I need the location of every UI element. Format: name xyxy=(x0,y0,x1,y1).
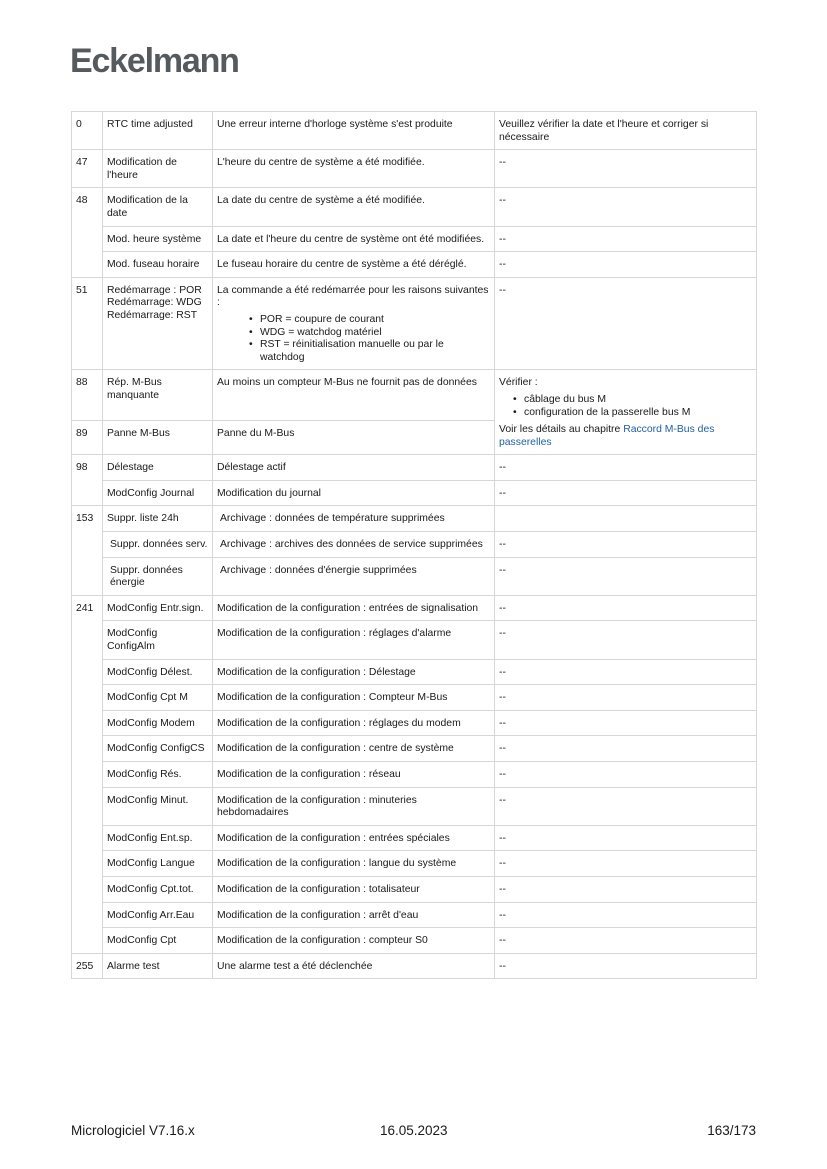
action-cell: -- xyxy=(495,710,757,736)
footer-firmware-version: Micrologiciel V7.16.x xyxy=(71,1123,195,1138)
name-cell: ModConfig Modem xyxy=(103,710,213,736)
code-cell: 89 xyxy=(72,421,103,455)
eckelmann-logo: Eckelmann xyxy=(70,42,239,80)
description-cell: La date et l'heure du centre de système ont été modifiées. xyxy=(213,226,495,252)
description-cell: Modification de la configuration : centre de système xyxy=(213,736,495,762)
action-cell: -- xyxy=(495,825,757,851)
table-row xyxy=(72,532,757,558)
table-row xyxy=(72,851,757,877)
name-cell: ModConfig Cpt.tot. xyxy=(103,876,213,902)
name-cell: ModConfig Arr.Eau xyxy=(103,902,213,928)
description-cell: La date du centre de système a été modifiée. xyxy=(213,188,495,226)
description-cell: Modification de la configuration : minuteries hebdomadaires xyxy=(213,787,495,825)
table-row xyxy=(72,370,757,421)
name-cell: ModConfig Cpt xyxy=(103,928,213,954)
description-cell: Modification de la configuration : réglages d'alarme xyxy=(213,621,495,659)
description-cell: Panne du M-Bus xyxy=(213,421,495,455)
action-cell: -- xyxy=(495,532,757,558)
description-cell xyxy=(213,277,495,370)
name-cell: Modification de l'heure xyxy=(103,150,213,188)
action-cell: -- xyxy=(495,851,757,877)
name-cell: ModConfig ConfigAlm xyxy=(103,621,213,659)
table-row xyxy=(72,480,757,506)
list-item: • configuration de la passerelle bus M xyxy=(499,407,752,420)
code-cell: 241 xyxy=(72,595,103,953)
action-cell xyxy=(495,506,757,532)
action-cell: -- xyxy=(495,455,757,481)
description-cell: Modification de la configuration : arrêt d'eau xyxy=(213,902,495,928)
code-cell: 0 xyxy=(72,112,103,150)
table-row xyxy=(72,455,757,481)
list-item: • câblage du bus M xyxy=(499,394,752,407)
name-cell: Panne M-Bus xyxy=(103,421,213,455)
name-cell: RTC time adjusted xyxy=(103,112,213,150)
description-cell: Modification de la configuration : réglages du modem xyxy=(213,710,495,736)
action-cell: Veuillez vérifier la date et l'heure et corriger si nécessaire xyxy=(495,112,757,150)
name-cell: Mod. fuseau horaire xyxy=(103,252,213,278)
action-intro: Vérifier : xyxy=(499,377,538,389)
description-cell: Modification du journal xyxy=(213,480,495,506)
action-cell: -- xyxy=(495,953,757,979)
table-row xyxy=(72,736,757,762)
code-cell: 255 xyxy=(72,953,103,979)
action-cell: -- xyxy=(495,480,757,506)
description-cell: Modification de la configuration : totalisateur xyxy=(213,876,495,902)
name-cell: ModConfig Minut. xyxy=(103,787,213,825)
footer-page-number: 163/173 xyxy=(707,1123,756,1138)
table-row xyxy=(72,150,757,188)
action-cell: -- xyxy=(495,277,757,370)
action-cell: -- xyxy=(495,659,757,685)
table-row xyxy=(72,787,757,825)
name-cell: Délestage xyxy=(103,455,213,481)
description-cell: Au moins un compteur M-Bus ne fournit pas de données xyxy=(213,370,495,421)
name-cell: ModConfig Rés. xyxy=(103,762,213,788)
table-row xyxy=(72,621,757,659)
name-line: Redémarrage: RST xyxy=(107,309,198,321)
description-cell: Délestage actif xyxy=(213,455,495,481)
list-item: • RST = réinitialisation manuelle ou par le watchdog xyxy=(217,339,490,364)
table-row xyxy=(72,902,757,928)
table-row xyxy=(72,252,757,278)
description-cell: Modification de la configuration : Compteur M-Bus xyxy=(213,685,495,711)
description-cell: Une alarme test a été déclenchée xyxy=(213,953,495,979)
check-list xyxy=(499,394,752,419)
code-cell: 153 xyxy=(72,506,103,595)
name-cell: ModConfig Délest. xyxy=(103,659,213,685)
name-cell: ModConfig Ent.sp. xyxy=(103,825,213,851)
name-cell: Suppr. données énergie xyxy=(103,557,213,595)
table-row xyxy=(72,685,757,711)
action-cell: -- xyxy=(495,928,757,954)
name-cell: ModConfig Entr.sign. xyxy=(103,595,213,621)
name-cell: Suppr. données serv. xyxy=(103,532,213,558)
name-cell: Modification de la date xyxy=(103,188,213,226)
description-cell: Le fuseau horaire du centre de système a été déréglé. xyxy=(213,252,495,278)
description-cell: Modification de la configuration : entrées de signalisation xyxy=(213,595,495,621)
action-cell: -- xyxy=(495,621,757,659)
table-row xyxy=(72,188,757,226)
action-cell: -- xyxy=(495,736,757,762)
action-cell: -- xyxy=(495,188,757,226)
table-row xyxy=(72,277,757,370)
description-intro: La commande a été redémarrée pour les raisons suivantes : xyxy=(217,284,489,309)
name-cell: Suppr. liste 24h xyxy=(103,506,213,532)
chapter-link[interactable]: Raccord M-Bus des passerelles xyxy=(499,424,715,448)
name-cell: ModConfig Journal xyxy=(103,480,213,506)
table-row xyxy=(72,762,757,788)
table-row xyxy=(72,953,757,979)
table-row xyxy=(72,226,757,252)
action-cell: -- xyxy=(495,762,757,788)
alarm-code-table xyxy=(71,111,757,979)
table-row xyxy=(72,112,757,150)
code-cell: 98 xyxy=(72,455,103,506)
name-cell: Mod. heure système xyxy=(103,226,213,252)
table-row xyxy=(72,506,757,532)
description-cell: Modification de la configuration : Délestage xyxy=(213,659,495,685)
action-cell: -- xyxy=(495,787,757,825)
description-cell: Archivage : données d'énergie supprimées xyxy=(213,557,495,595)
action-cell: -- xyxy=(495,226,757,252)
table-row xyxy=(72,928,757,954)
table-row xyxy=(72,659,757,685)
action-cell: -- xyxy=(495,685,757,711)
name-line: Redémarrage : POR xyxy=(107,284,202,296)
reason-list xyxy=(217,314,490,364)
list-item: • POR = coupure de courant xyxy=(217,314,490,327)
name-line: Redémarrage: WDG xyxy=(107,297,202,309)
see-chapter xyxy=(499,424,752,449)
description-cell: Modification de la configuration : entrées spéciales xyxy=(213,825,495,851)
description-cell: Modification de la configuration : langue du système xyxy=(213,851,495,877)
code-cell: 47 xyxy=(72,150,103,188)
name-cell: ModConfig Langue xyxy=(103,851,213,877)
action-cell: -- xyxy=(495,252,757,278)
name-cell: ModConfig Cpt M xyxy=(103,685,213,711)
table-row xyxy=(72,876,757,902)
name-cell: Alarme test xyxy=(103,953,213,979)
action-cell xyxy=(495,370,757,455)
action-cell: -- xyxy=(495,595,757,621)
description-cell: Archivage : données de température supprimées xyxy=(213,506,495,532)
action-cell: -- xyxy=(495,876,757,902)
see-text: Voir les détails au chapitre xyxy=(499,424,624,436)
action-cell: -- xyxy=(495,557,757,595)
name-cell: ModConfig ConfigCS xyxy=(103,736,213,762)
footer-date: 16.05.2023 xyxy=(380,1123,448,1138)
description-cell: Archivage : archives des données de service supprimées xyxy=(213,532,495,558)
table-row xyxy=(72,825,757,851)
table-row xyxy=(72,710,757,736)
description-cell: L'heure du centre de système a été modifiée. xyxy=(213,150,495,188)
description-cell: Modification de la configuration : compteur S0 xyxy=(213,928,495,954)
name-cell: Rép. M-Bus manquante xyxy=(103,370,213,421)
action-cell: -- xyxy=(495,902,757,928)
description-cell: Modification de la configuration : réseau xyxy=(213,762,495,788)
name-cell xyxy=(103,277,213,370)
table-row xyxy=(72,557,757,595)
description-cell: Une erreur interne d'horloge système s'est produite xyxy=(213,112,495,150)
code-cell: 88 xyxy=(72,370,103,421)
action-cell: -- xyxy=(495,150,757,188)
table-row xyxy=(72,595,757,621)
code-cell: 48 xyxy=(72,188,103,277)
list-item: • WDG = watchdog matériel xyxy=(217,327,490,340)
code-cell: 51 xyxy=(72,277,103,370)
